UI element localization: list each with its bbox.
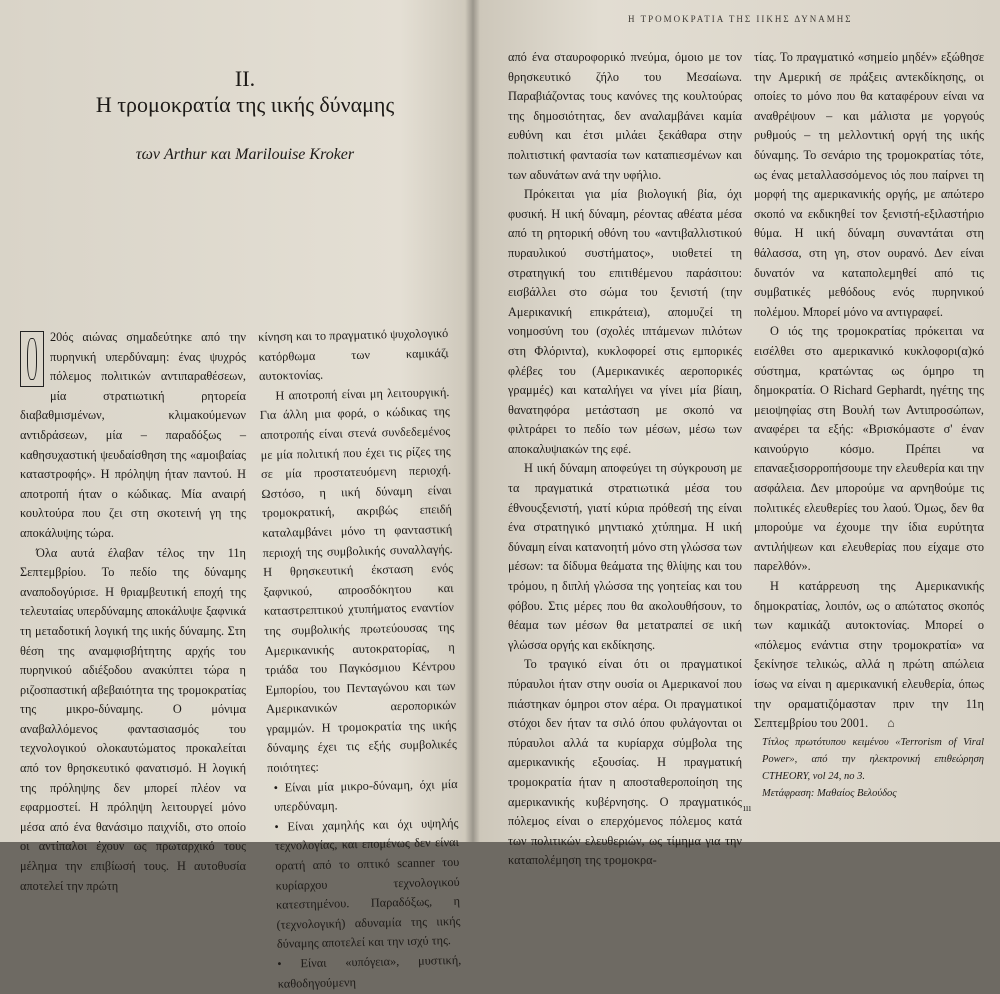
paragraph: [754, 577, 984, 734]
paragraph-text: Η κατάρρευση της Αμερικανικής δημοκρατίας, λοιπόν, ως ο απώτατος σκοπός των καμικάζι αυτοκτονίας. Μπορεί ο «πόλεμος ενάντια στην τρομοκρατία» να ξεκίνησε τελικώς, αλλά η πρώτη απώλεια ίσως να είναι η αμερικανική ελευθερία, όπως την οραματιζόμασταν πριν την 11η Σεπτεμβρίου του 2001.: [754, 579, 984, 731]
paragraph: Το τραγικό είναι ότι οι πραγματικοί πύραυλοι ήταν στην ουσία οι Αμερικανοί που πιάστηκαν όμηροι στον αέρα. Οι πραγματικοί στόχοι δεν ήταν τα σιλό όπου φυλάγονται οι πύραυλοι αλλά τα κυρίαρχα σύμβολα της αμερικανικής εξουσίας. Η πραγματική τρομοκρατία ήταν η αποσταθεροποίηση της αμερικανικής κυβέρνησης. Ο πραγματικός πόλεμος είναι ο επερχόμενος πόλεμος κατά των πολιτικών ελευθεριών, ως τίμημα για την καταπολέμηση της τρομοκρα-: [508, 657, 742, 868]
paragraph: τίας. Το πραγματικό «σημείο μηδέν» εξώθησε την Αμερική σε πράξεις αντεκδίκησης, οι οποίες το μόνο που θα καταφέρουν είναι να αναθρέψουν – και μάλιστα με γοργούς ρυθμούς – τη μελλοντική οργή της ιικής δύναμης. Το σενάριο της τρομοκρατίας τότε, ως ένας μεταλλασσόμενος ιός που παίρνει τη μορφή της αμερικανικής οργής, με απώτερο σκοπό να εκδικηθεί τον ξενιστή-εξιλαστήριο θύμα. Η ιική δύναμη συναντάται στη θάλασσα, στη γη, στον ουρανό. Δεν είναι δυνατόν να καταπολεμηθεί από τις συμβατικές μεθόδους ενός πυρηνικού πολέμου. Μπορεί μόνο να αντιγραφεί.: [754, 50, 984, 319]
drop-cap-o: [20, 331, 44, 387]
paragraph: από ένα σταυροφορικό πνεύμα, όμοιο με τον θρησκευτικό ζήλο του Μεσαίωνα. Παραβιάζοντας τους κανόνες της κουλτούρας της δημοσιότητας, δεν αναλαμβάνει καμία ευθύνη και έτσι μιλάει ξεκάθαρα στην πολιτιστική φαντασία των καταπιεσμένων και των αδυνάτων ανά την υφήλιο.: [508, 50, 742, 182]
end-mark-icon: ⌂: [887, 716, 895, 731]
paragraph-text: 20ός αιώνας σημαδεύτηκε από την πυρηνική υπερδύναμη: ένας ψυχρός πόλεμος πολιτικών αντιπαραθέσεων, μία στρατιωτική ρητορεία διαβαθμισμένων, κλιμακούμενων αντιδράσεων, μία – παραδόξως – καθησυχαστική ψευδαίσθηση της «αμοιβαίας καταστροφής». Η πρόληψη ήταν παντού. Η αποτροπή ήταν ο κώδικας. Μία αναιρή κουλτούρα που ζει στη σκοτεινή γη της αποκάλυψης τώρα.: [20, 330, 246, 540]
paragraph: Ο ιός της τρομοκρατίας πρόκειται να εισέλθει στο αμερικανικό κυκλοφορι(α)κό σύστημα, κρατώντας ως όμηρο τη δημοκρατία. Ο Richard Gephardt, ηγέτης της μειοψηφίας στη Βουλή των Αντιπροσώπων, αναφέρει τα εξής: «Βρισκόμαστε σ' έναν καινούργιο κόσμο. Πρέπει να επαναεξισορροπήσουμε την ελευθερία και την ασφάλεια. Δεν μπορούμε να αρνηθούμε τις πολιτικές ελευθερίες του λαού. Όμως, δεν θα μπορούμε να έχουμε την ίδια ευρύτητα αντιλήψεων και ελευθερίας που είχαμε στο παρελθόν».: [754, 324, 984, 574]
running-header: Η ΤΡΟΜΟΚΡΑΤΙΑ ΤΗΣ ΙΙΚΗΣ ΔΥΝΑΜΗΣ: [628, 14, 853, 24]
bullet-item: • Είναι χαμηλής και όχι υψηλής τεχνολογίας, και επομένως δεν είναι ορατή από το οπτικό scanner του κυρίαρχου τεχνολογικού κατεστημένου. Παραδόξως, η (τεχνολογική) αδυναμία της ιικής δύναμης αποτελεί και την ισχύ της.: [274, 815, 461, 952]
chapter-title: Η τρομοκρατία της ιικής δύναμης: [95, 92, 395, 117]
paragraph: Η ιική δύναμη αποφεύγει τη σύγκρουση με τα πραγματικά στρατιωτικά μέσα του έθνουςξενιστή, γιατί κύρια πρόθεσή της είναι ένα στρατηγικό μηντιακό χτύπημα. Η ιική δύναμη είναι κατανοητή μόνο στη γλώσσα των μέσων: τα δίδυμα θεάματα της θλίψης και του τρόμου, η διπλή γλώσσα της γοητείας και του φόβου. Στις μέρες που θα ακολουθήσουν, το θέαμα των μέσων θα μετατραπεί σε ιική γλώσσα οργής και εκδίκησης.: [508, 461, 742, 652]
source-note: Τίτλος πρωτότυπου κειμένου «Terrorism of Viral Power», από την ηλεκτρονική επιθεώρηση CTHEORY, vol 24, no 3.: [762, 736, 984, 782]
paragraph: Η αποτροπή είναι μη λειτουργική. Για άλλη μια φορά, ο κώδικας της αποτροπής είναι στενά συνδεδεμένος με μία πολιτική που έχει τις ρίζες της σε μία προστατευόμενη περιοχή. Ωστόσο, η ιική δύναμη είναι τρομοκρατική, ακριβώς επειδή καταλαμβάνει μόνο τη φανταστική περιοχή της συμβολικής συναλλαγής. Η θρησκευτική έκσταση ενός ξαφνικού, απροσδόκητου και καταστρεπτικού χτυπήματος εναντίον της συμβολικής πρωτεύουσας της Αμερικανικής αυτοκρατορίας, η τριάδα του Παγκόσμιου Κέντρου Εμπορίου, του Πενταγώνου και των Αμερικανικών αεροπορικών γραμμών. Η τρομοκρατία της ιικής δύναμης έχει τις εξής συμβολικές ποιότητες:: [259, 384, 457, 775]
right-column-1: [508, 48, 742, 871]
paragraph: κίνηση και το πραγματικό ψυχολογικό κατόρθωμα των καμικάζι αυτοκτονίας.: [258, 326, 449, 384]
translator-credit: Μετάφραση: Μαθαίος Βελούδος: [762, 787, 897, 799]
bullet-item: • Είναι μία μικρο-δύναμη, όχι μία υπερδύναμη.: [273, 776, 458, 815]
left-column-2: [258, 324, 462, 994]
page-number: ııı: [743, 803, 752, 814]
chapter-number: II.: [234, 66, 256, 91]
left-page: [0, 0, 470, 991]
paragraph: Όλα αυτά έλαβαν τέλος την 11η Σεπτεμβρίου. Το πεδίο της δύναμης αναποδογύρισε. Η θριαμβευτική εποχή της τελευταίας υπερδύναμης αποκάλυψε ξαφνικά τη μεταδοτική λογική της ιικής δύναμης. Στη θέση της αναμφισβήτητης αρχής του πυρηνικού αδιέξοδου ανακύπτει τώρα η ριζοσπαστική αβεβαιότητα της τρομοκρατίας της μικρο-δύναμης. Ο μόνιμα αναβαλλόμενος φαντασιασμός του τεχνολογικού ολοκαυτώματος προκαλείται από τον θρησκευτικό φανατισμό. Η λογική της πρόληψης δεν μπορεί πλέον να εφαρμοστεί. Η πρόληψη λειτουργεί μόνο μέσα από ένα θανάσιμο παιχνίδι, στο οποίο οι αντίπαλοι έχουν ως πρωταρχικό τους μέλημα την επιβίωσή τους. Η αυτοθυσία αποτελεί την πρώτη: [20, 545, 246, 893]
left-column-1: [20, 328, 246, 896]
bullet-item: • Είναι «υπόγεια», μυστική, καθοδηγούμενη: [277, 952, 462, 991]
paragraph: [20, 328, 246, 544]
right-column-2: [754, 48, 984, 802]
right-page: [478, 0, 1000, 868]
chapter-authors: των Arthur και Marilouise Kroker: [135, 146, 355, 163]
paragraph: Πρόκειται για μία βιολογική βία, όχι φυσική. Η ιική δύναμη, ρέοντας αθέατα μέσα από τη ρητορική οθόνη του «αντιβαλλιστικού πυραυλικού συστήματος», υιοθετεί τη στρατηγική του επιτιθέμενου παράσιτου: εισβάλλει στο σώμα του ξενιστή (την Αμερικανική επικράτεια), απομυζεί τη νοημοσύνη του (σχολές ιπτάμενων πιλότων στη Φλόριντα), κυκλοφορεί στις εμπορικές φλέβες του (Αμερικανικές αεροπορικές γραμμές) και καταλήγει να γίνει μία βίαιη, θανατηφόρα μετάσταση με σκοπό να φιλτράρει το πεδίο των μέσων, μέσω των αποκαλυψιακών της εφέ.: [508, 187, 742, 456]
